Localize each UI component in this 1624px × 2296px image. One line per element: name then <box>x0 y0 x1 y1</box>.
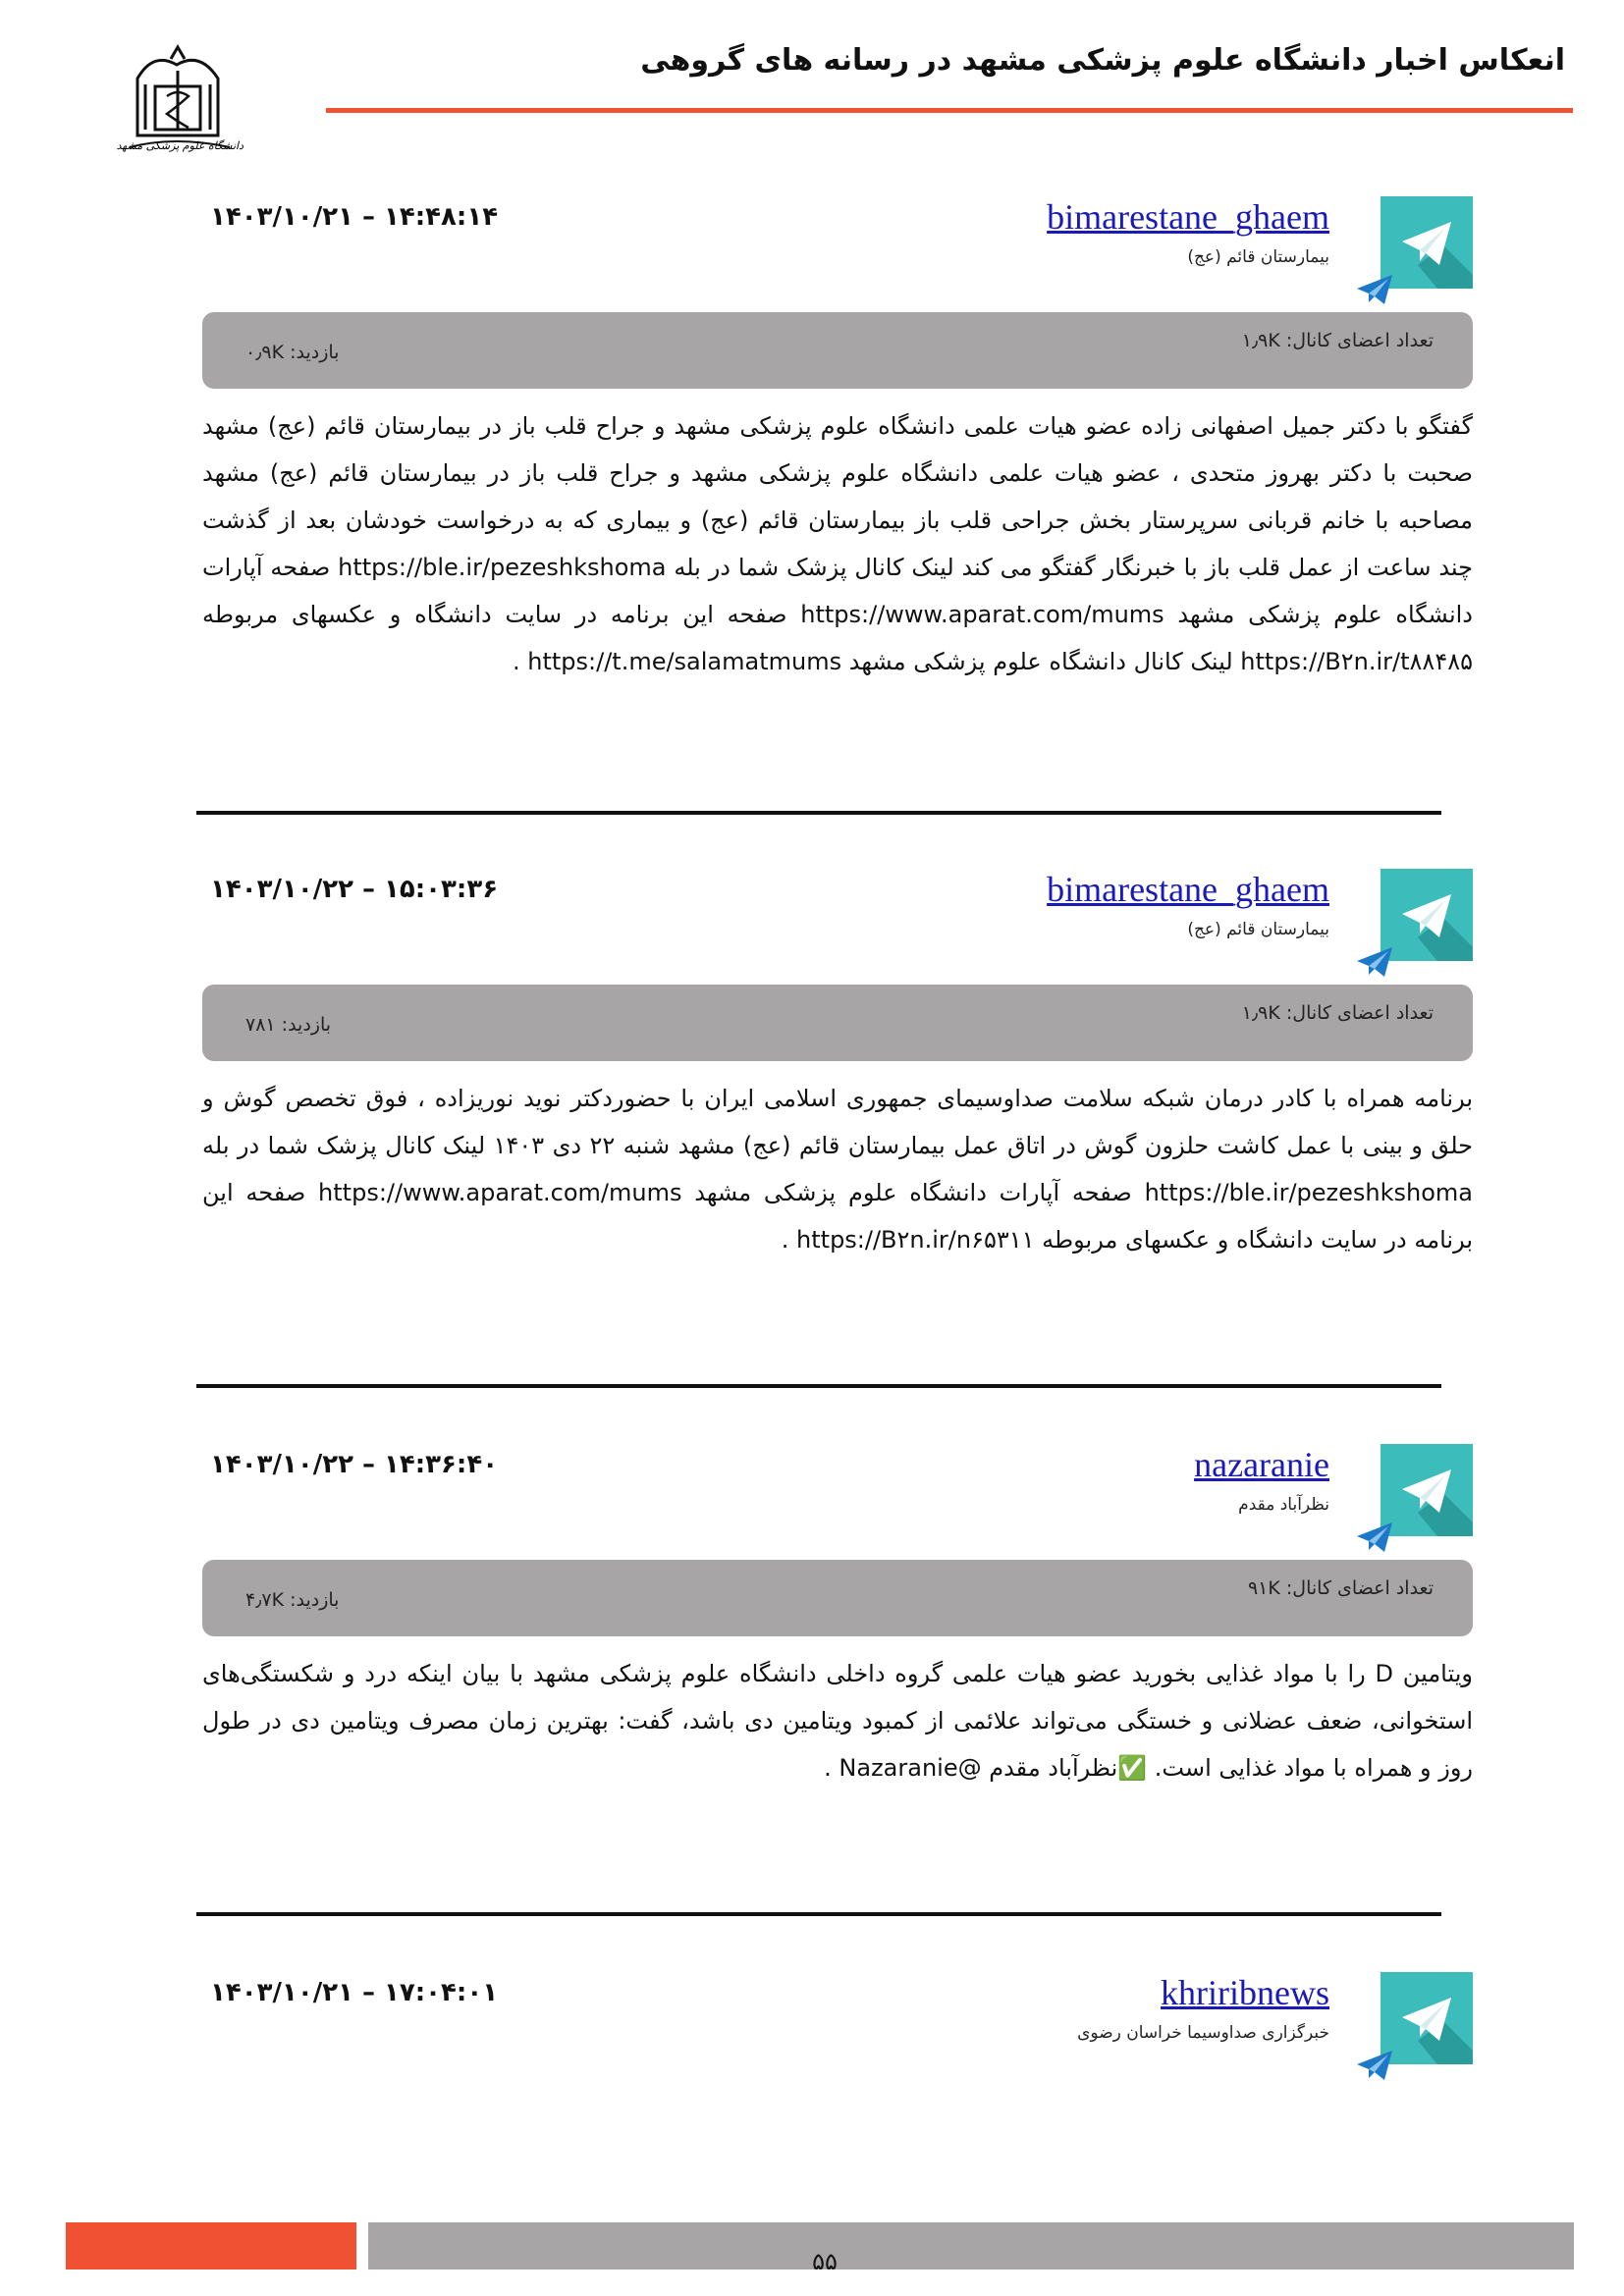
channel-link[interactable]: bimarestane_ghaem <box>1047 197 1329 237</box>
channel-link[interactable]: bimarestane_ghaem <box>1047 870 1329 909</box>
post-date: ۱۴۰۳/۱۰/۲۱ – ۱۴:۴۸:۱۴ <box>210 202 499 232</box>
view-count: بازدید: ۴٫۷K <box>245 1589 340 1611</box>
post-date: ۱۴۰۳/۱۰/۲۲ – ۱۴:۳۶:۴۰ <box>210 1450 499 1479</box>
post-card <box>196 196 1473 687</box>
post-date: ۱۴۰۳/۱۰/۲۲ – ۱۵:۰۳:۳۶ <box>210 875 499 904</box>
channel-link[interactable]: khriribnews <box>1161 1973 1329 2012</box>
footer-bar <box>368 2222 1574 2269</box>
post-card <box>196 1972 1473 2090</box>
telegram-icon <box>1380 1444 1473 1536</box>
telegram-icon <box>1380 869 1473 961</box>
post-date: ۱۴۰۳/۱۰/۲۱ – ۱۷:۰۴:۰۱ <box>210 1978 499 2007</box>
channel-members: تعداد اعضای کانال: ۱٫۹K <box>1241 1002 1434 1024</box>
stats-bar <box>202 1560 1473 1636</box>
channel-members: تعداد اعضای کانال: ۱٫۹K <box>1241 330 1434 351</box>
telegram-plane-icon <box>1355 273 1394 306</box>
stats-bar <box>202 312 1473 389</box>
telegram-plane-icon <box>1355 1521 1394 1554</box>
telegram-icon <box>1380 1972 1473 2064</box>
channel-link[interactable]: nazaranie <box>1194 1445 1329 1484</box>
post-separator <box>196 811 1441 815</box>
telegram-icon <box>1380 196 1473 289</box>
page-header-title: انعکاس اخبار دانشگاه علوم پزشکی مشهد در رسانه های گروهی <box>640 43 1565 78</box>
channel-name: خبرگزاری صداوسیما خراسان رضوی <box>1077 2023 1329 2043</box>
channel-name: بیمارستان قائم (عج) <box>1187 920 1329 939</box>
page-number: ۵۵ <box>812 2248 838 2275</box>
view-count: بازدید: ۰٫۹K <box>245 342 340 363</box>
telegram-plane-icon <box>1355 2049 1394 2082</box>
logo-caption: دانشگاه علوم پزشکی مشهد <box>116 139 244 152</box>
post-body: گفتگو با دکتر جمیل اصفهانی زاده عضو هیات علمی دانشگاه علوم پزشکی مشهد و جراح قلب باز در بیمارستان قائم (عج) مشهد صحبت با دکتر بهروز متحدی ، عضو هیات علمی دانشگاه علوم پزشکی مشهد و جراح قلب باز در بیمارستان قائم (عج) مشهد مصاحبه با خانم قربانی سرپرستار بخش جراحی قلب باز بیمارستان قائم (عج) و بیماری که به درخواست خودشان بعد از گذشت چند ساعت از عمل قلب باز با خبرنگار گفتگو می کند لینک کانال پزشک شما در بله https://ble.ir/pezeshkshoma صفحه آپارات دانشگاه علوم پزشکی مشهد https://www.aparat.com/mums صفحه این برنامه در سایت دانشگاه و عکسهای مربوطه https://B۲n.ir/t۸۸۴۸۵ لینک کانال دانشگاه علوم پزشکی مشهد https://t.me/salamatmums . <box>202 412 1473 675</box>
footer-accent-bar <box>66 2222 356 2269</box>
telegram-plane-icon <box>1355 945 1394 979</box>
view-count: بازدید: ۷۸۱ <box>245 1014 332 1036</box>
post-card <box>196 1444 1473 1817</box>
university-logo <box>116 37 244 167</box>
channel-name: بیمارستان قائم (عج) <box>1187 247 1329 267</box>
post-body: برنامه همراه با کادر درمان شبکه سلامت صداوسیمای جمهوری اسلامی ایران با حضوردکتر نوید نوریزاده ، فوق تخصص گوش و حلق و بینی با عمل کاشت حلزون گوش در اتاق عمل بیمارستان قائم (عج) مشهد شنبه ۲۲ دی ۱۴۰۳ لینک کانال پزشک شما در بله https://ble.ir/pezeshkshoma صفحه آپارات دانشگاه علوم پزشکی مشهد https://www.aparat.com/mums صفحه این برنامه در سایت دانشگاه و عکسهای مربوطه https://B۲n.ir/n۶۵۳۱۱ . <box>202 1085 1474 1254</box>
post-separator <box>196 1912 1441 1916</box>
post-separator <box>196 1384 1441 1388</box>
channel-name: نظرآباد مقدم <box>1238 1495 1329 1515</box>
post-body: ویتامین D را با مواد غذایی بخورید عضو هیات علمی گروه داخلی دانشگاه علوم پزشکی مشهد با بیان اینکه درد و شکستگی‌های استخوانی، ضعف عضلانی و خستگی می‌تواند علائمی از کمبود ویتامین دی باشد، گفت: بهترین زمان مصرف ویتامین دی در طول روز و همراه با مواد غذایی است. ✅نظرآباد مقدم @Nazaranie . <box>202 1660 1473 1782</box>
post-card <box>196 869 1473 1281</box>
stats-bar <box>202 985 1473 1061</box>
channel-members: تعداد اعضای کانال: ۹۱K <box>1247 1577 1434 1599</box>
header-divider <box>326 108 1573 113</box>
